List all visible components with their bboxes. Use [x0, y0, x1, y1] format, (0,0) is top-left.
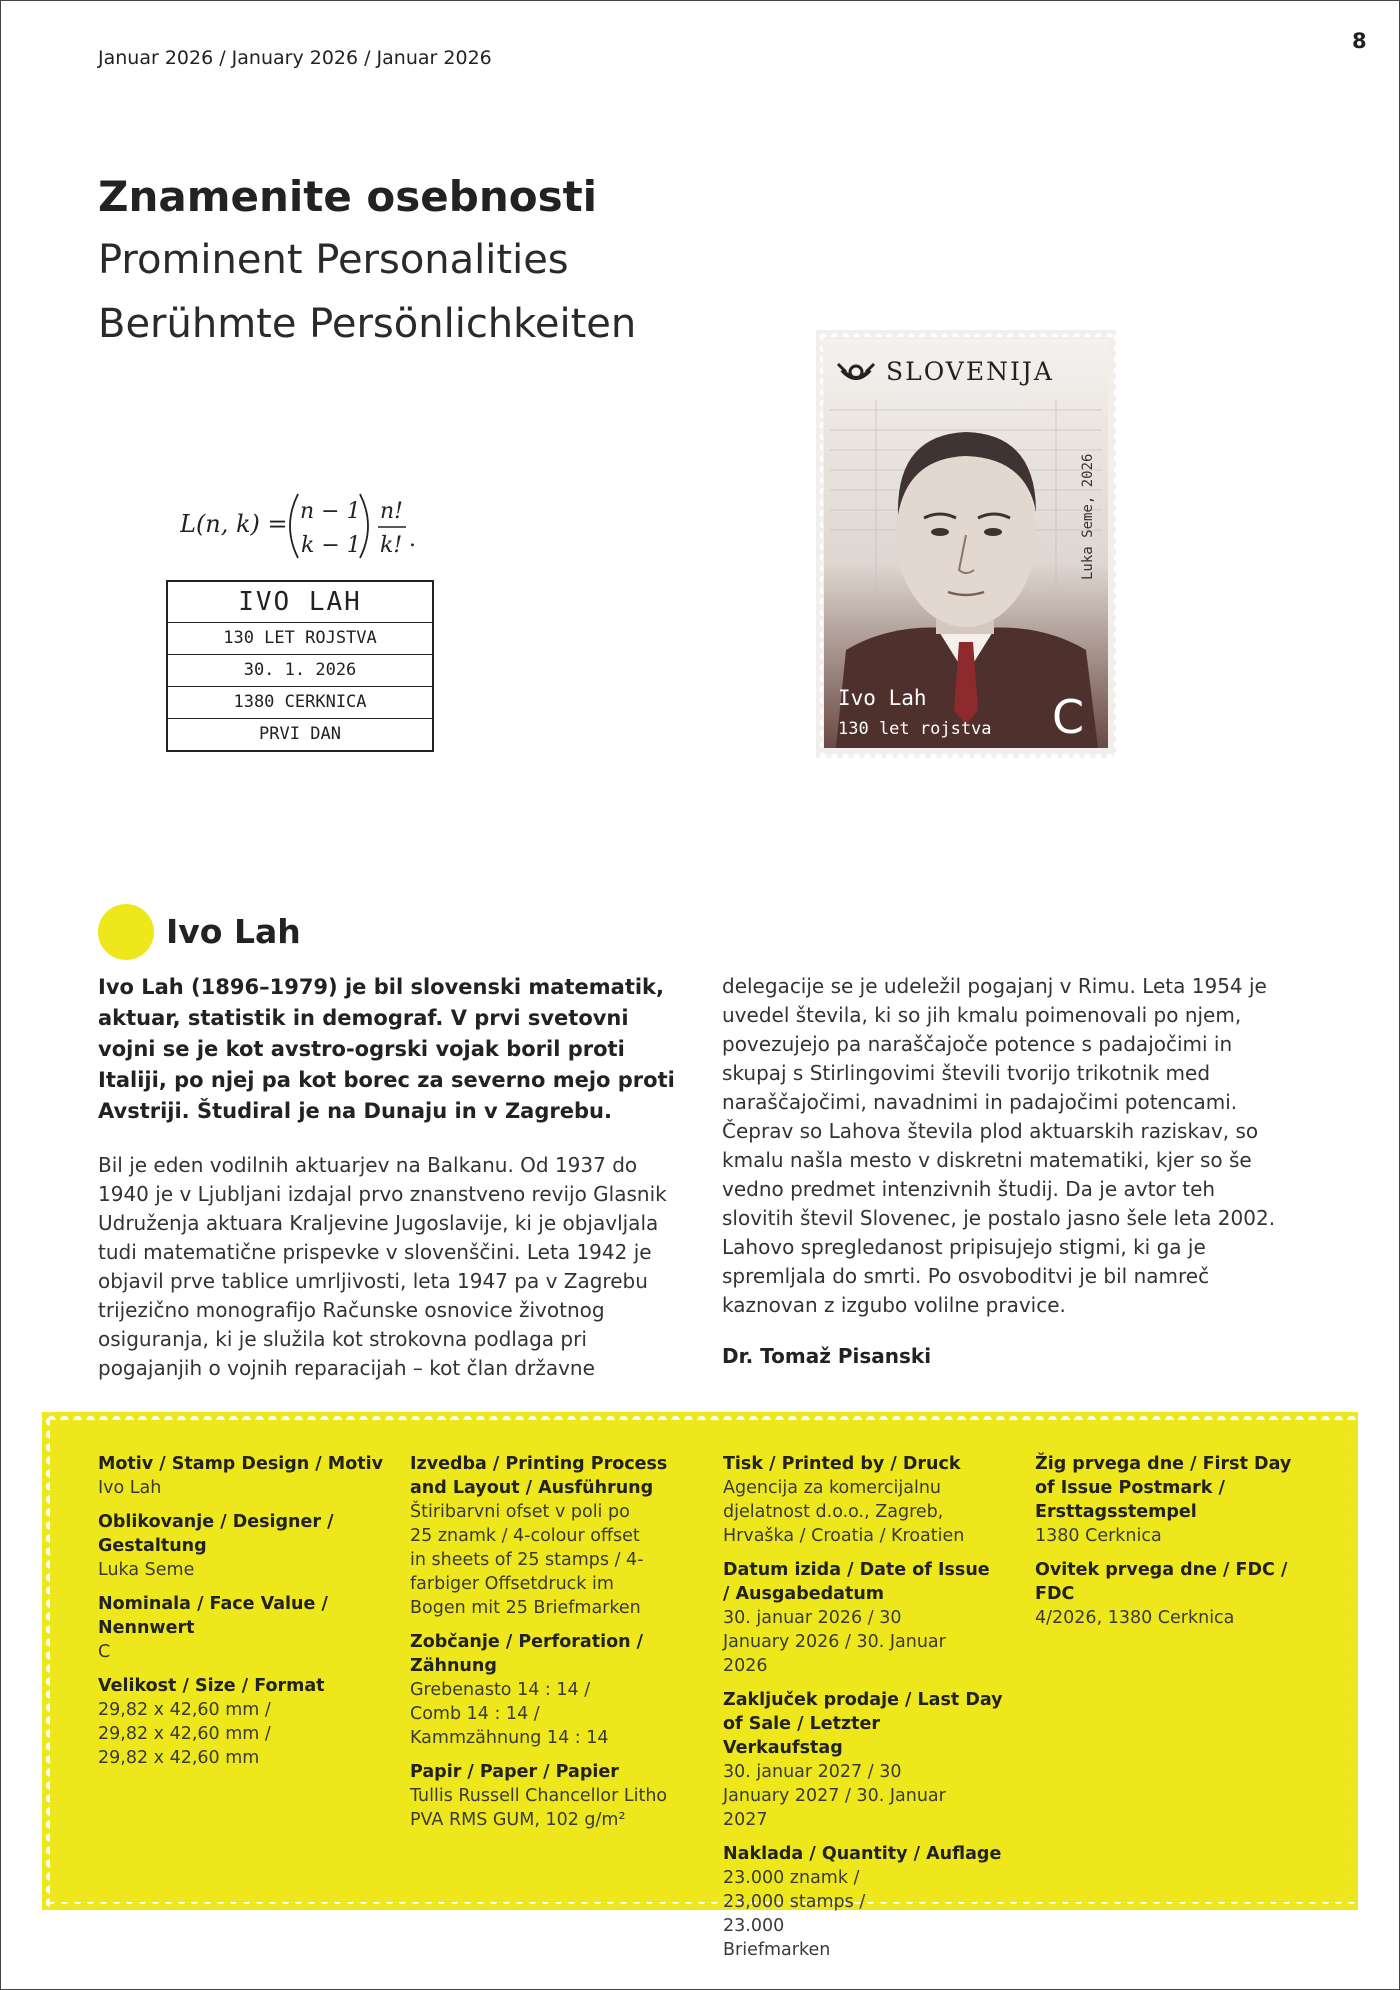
- article-title: Ivo Lah: [166, 912, 301, 951]
- info-heading: Žig prvega dne / First Day of Issue Postmark / Ersttagsstempel: [1035, 1454, 1292, 1522]
- info-heading: Ovitek prvega dne / FDC / FDC: [1035, 1560, 1288, 1604]
- binomial-bottom: k − 1: [301, 533, 361, 558]
- info-value: 4/2026, 1380 Cerknica: [1035, 1608, 1235, 1628]
- stamp-perforation-left: [816, 330, 823, 758]
- info-heading: Datum izida / Date of Issue / Ausgabedatum: [723, 1560, 990, 1604]
- info-heading: Zaključek prodaje / Last Day of Sale / Letzter Verkaufstag: [723, 1690, 1003, 1758]
- info-value: 1380 Cerknica: [1035, 1526, 1162, 1546]
- info-heading: Tisk / Printed by / Druck: [723, 1454, 961, 1474]
- info-value: Ivo Lah: [98, 1478, 162, 1498]
- info-value: Luka Seme: [98, 1560, 195, 1580]
- info-value: 30. januar 2026 / 30 January 2026 / 30. Januar 2026: [723, 1608, 946, 1676]
- info-heading: Motiv / Stamp Design / Motiv: [98, 1454, 383, 1474]
- article-column-right: [722, 972, 1292, 1368]
- info-value: 30. januar 2027 / 30 January 2027 / 30. Januar 2027: [723, 1762, 946, 1830]
- postmark-line: 30. 1. 2026: [168, 655, 432, 687]
- info-column-4: [1035, 1452, 1325, 1640]
- formula-period: .: [409, 527, 416, 552]
- info-value: Štiribarvni ofset v poli po 25 znamk / 4-colour offset in sheets of 25 stamps / 4-farbiger Offsetdruck im Bogen mit 25 Briefmarken: [410, 1502, 644, 1618]
- stamp-name: Ivo Lah: [838, 686, 927, 710]
- stamp-perforation-top: [816, 330, 1116, 337]
- info-heading: Zobčanje / Perforation / Zähnung: [410, 1632, 644, 1676]
- fraction-denominator: k!: [380, 533, 403, 558]
- info-column-2: [410, 1452, 700, 1842]
- fraction-numerator: n!: [380, 499, 404, 524]
- article-column-left: [98, 972, 688, 1383]
- info-value: Tullis Russell Chancellor Litho PVA RMS GUM, 102 g/m²: [410, 1786, 668, 1830]
- postmark-line: IVO LAH: [168, 582, 432, 623]
- technical-data-panel: [42, 1412, 1358, 1960]
- binomial-right-paren: [360, 494, 368, 558]
- formula-lhs: L(n, k) =: [180, 510, 288, 538]
- postmark-line: 1380 CERKNICA: [168, 687, 432, 719]
- stamp-subtitle: 130 let rojstva: [838, 719, 992, 739]
- issue-date-header: Januar 2026 / January 2026 / Januar 2026: [98, 47, 492, 69]
- stamp-designer-credit: Luka Seme, 2026: [1080, 453, 1096, 580]
- title-german: Berühmte Persönlichkeiten: [98, 301, 637, 347]
- portrait-eye-left: [931, 528, 949, 536]
- stamp-perforation-bottom: [816, 751, 1116, 758]
- article-body-right: delegacije se je udeležil pogajanj v Rimu. Leta 1954 je uvedel števila, ki so jih kmalu poimenovali po njem, povezujejo pa naraščajoče potence s padajočimi in skupaj s Stirlingovimi števili tvorijo trikotnik med naraščajočimi, navadnimi in padajočimi potencami. Čeprav so Lahova števila plod aktuarskih raziskav, so kmalu našla mesto v diskretni matematiki, kjer so še vedno predmet intenzivnih študij. Da je avtor teh slovitih števil Slovenec, je postalo jasno šele leta 2002. Lahovo spregledanost pripisujejo stigmi, ki ga je spremljala do smrti. Po osvoboditvi je bil namreč kaznovan z izgubo volilne pravice.: [722, 974, 1276, 1317]
- article-body-left: Bil je eden vodilnih aktuarjev na Balkanu. Od 1937 do 1940 je v Ljubljani izdajal prvo znanstveno revijo Glasnik Udruženja aktuara Kraljevine Jugoslavije, ki je objavljala tudi matematične prispevke v slovenščini. Leta 1942 je objavil prve tablice umrljivosti, leta 1947 pa v Zagrebu trijezično monografijo Računske osnovice životnog osiguranja, ki je služila kot strokovna podlaga pri pogajanjih o vojnih reparacijah – kot član državne: [98, 1153, 667, 1380]
- section-bullet: [98, 904, 154, 960]
- info-value: Agencija za komercijalnu djelatnost d.o.o., Zagreb, Hrvaška / Croatia / Kroatien: [723, 1478, 965, 1546]
- article-lead: Ivo Lah (1896–1979) je bil slovenski matematik, aktuar, statistik in demograf. V prvi svetovni vojni se je kot avstro-ogrski vojak boril proti Italiji, po njej pa kot borec za severno mejo proti Avstriji. Študiral je na Dunaju in v Zagrebu.: [98, 975, 675, 1123]
- info-heading: Velikost / Size / Format: [98, 1676, 325, 1696]
- info-column-1: [98, 1452, 388, 1780]
- info-value: Grebenasto 14 : 14 / Comb 14 : 14 / Kammzähnung 14 : 14: [410, 1680, 609, 1748]
- first-day-postmark: [166, 580, 434, 752]
- stamp-image: [816, 330, 1116, 758]
- binomial-left-paren: [290, 494, 298, 558]
- info-column-3: [723, 1452, 1013, 1972]
- info-heading: Oblikovanje / Designer / Gestaltung: [98, 1512, 334, 1556]
- info-value: 29,82 x 42,60 mm / 29,82 x 42,60 mm / 29,82 x 42,60 mm: [98, 1700, 271, 1768]
- title-english: Prominent Personalities: [98, 237, 569, 283]
- info-heading: Naklada / Quantity / Auflage: [723, 1844, 1002, 1864]
- info-heading: Nominala / Face Value / Nennwert: [98, 1594, 328, 1638]
- title-block: [98, 166, 636, 356]
- info-heading: Papir / Paper / Papier: [410, 1762, 619, 1782]
- stamp-value: C: [1052, 690, 1085, 744]
- stamp-perforation-right: [1109, 330, 1116, 758]
- postmark-line: 130 LET ROJSTVA: [168, 623, 432, 655]
- binomial-top: n − 1: [300, 499, 361, 524]
- info-value: 23.000 znamk / 23,000 stamps / 23.000 Briefmarken: [723, 1868, 866, 1960]
- article-author: Dr. Tomaž Pisanski: [722, 1344, 932, 1368]
- postmark-line: PRVI DAN: [259, 724, 341, 744]
- portrait-eye-right: [984, 528, 1002, 536]
- stamp-country: SLOVENIJA: [886, 357, 1054, 386]
- title-slovenian: Znamenite osebnosti: [98, 172, 598, 221]
- lah-number-formula: [180, 486, 420, 566]
- info-value: C: [98, 1642, 111, 1662]
- page-number: 8: [1352, 29, 1367, 53]
- info-heading: Izvedba / Printing Process and Layout / Ausführung: [410, 1454, 668, 1498]
